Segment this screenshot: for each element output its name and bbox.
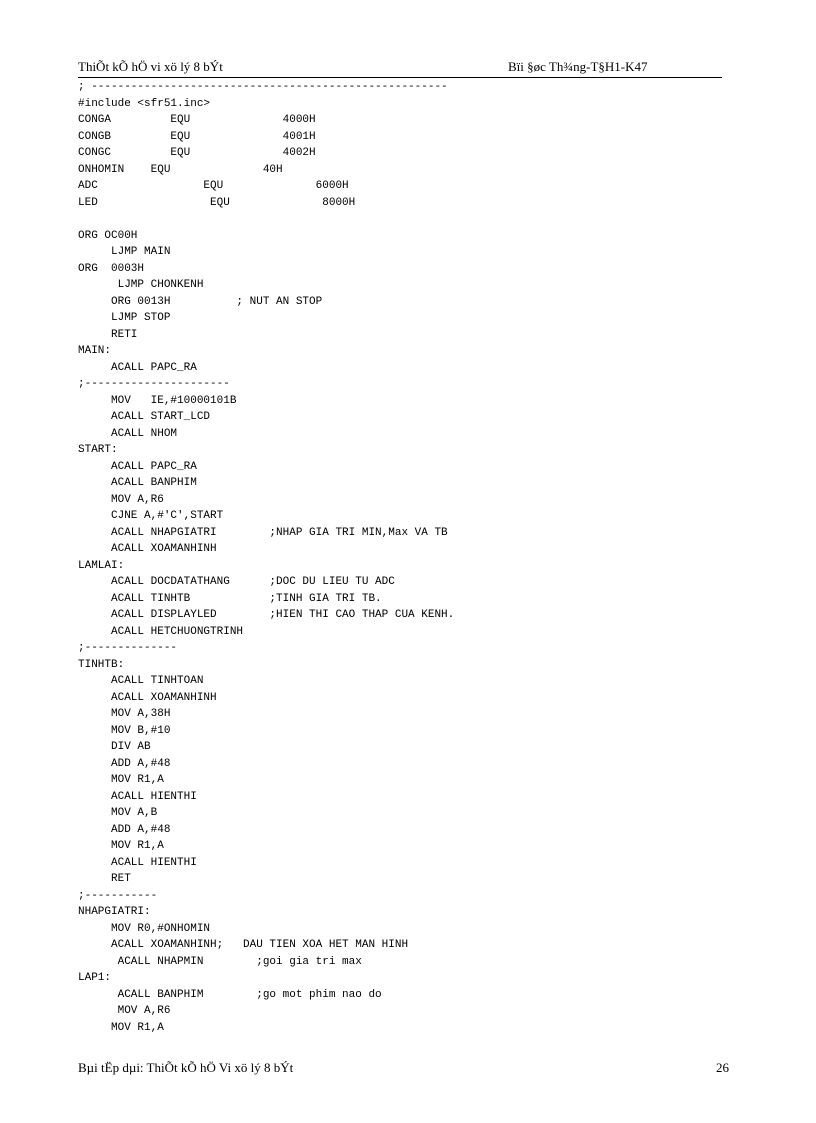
- code-line: #include <sfr51.inc>: [78, 97, 211, 110]
- code-line: ORG 0003H: [78, 262, 145, 275]
- code-line: MOV A,R6: [78, 493, 164, 506]
- code-line: DIV AB: [78, 741, 151, 753]
- page-number: 26: [716, 1060, 729, 1075]
- code-line: TINHTB:: [78, 658, 125, 671]
- code-line: MOV R1,A: [78, 774, 164, 786]
- code-line: LAMLAI:: [78, 559, 125, 572]
- footer-title: Bµi tËp dµi: ThiÕt kÕ hÖ Vi xö lý 8 bÝt: [78, 1060, 294, 1075]
- code-line: MOV IE,#10000101B: [78, 394, 237, 407]
- code-line: LJMP STOP: [78, 312, 171, 324]
- code-line: ACALL XOAMANHINH: [78, 543, 217, 555]
- code-line: ADC EQU 6000H: [78, 180, 349, 192]
- header-rule: [78, 77, 722, 78]
- code-line: ACALL XOAMANHINH; DAU TIEN XOA HET MAN HINH: [78, 939, 409, 951]
- code-line: NHAPGIATRI:: [78, 906, 151, 918]
- code-line: ACALL PAPC_RA: [78, 361, 197, 374]
- code-line: LJMP MAIN: [78, 246, 171, 258]
- code-line: ACALL BANPHIM ;go mot phim nao do: [78, 988, 382, 1001]
- code-line: ADD A,#48: [78, 757, 171, 770]
- code-line: ACALL HIENTHI: [78, 856, 197, 869]
- code-line: MOV R0,#ONHOMIN: [78, 922, 211, 935]
- code-line: ORG 0013H ; NUT AN STOP: [78, 295, 323, 308]
- code-line: ;----------------------: [78, 378, 230, 390]
- code-line: RETI: [78, 328, 138, 341]
- code-line: CJNE A,#'C',START: [78, 510, 224, 522]
- code-line: MOV R1,A: [78, 1021, 164, 1034]
- code-line: LAP1:: [78, 972, 112, 984]
- code-line: ACALL XOAMANHINH: [78, 691, 217, 704]
- code-line: ACALL BANPHIM: [78, 477, 197, 489]
- code-line: CONGC EQU 4002H: [78, 147, 316, 159]
- code-line: LJMP CHONKENH: [78, 279, 204, 291]
- header-author: Bïi §øc Th¾ng-T§H1-K47: [508, 59, 648, 74]
- code-line: ;--------------: [78, 642, 178, 654]
- code-line: CONGB EQU 4001H: [78, 130, 316, 143]
- code-line: ACALL PAPC_RA: [78, 460, 197, 473]
- code-line: ;-----------: [78, 889, 158, 902]
- code-line: ACALL TINHTB ;TINH GIA TRI TB.: [78, 592, 382, 605]
- code-line: LED EQU 8000H: [78, 196, 356, 209]
- code-line: ACALL NHAPGIATRI ;NHAP GIA TRI MIN,Max VA TB: [78, 526, 448, 539]
- code-line: ACALL DISPLAYLED ;HIEN THI CAO THAP CUA KENH.: [78, 609, 455, 621]
- code-line: RET: [78, 873, 131, 885]
- header-title: ThiÕt kÕ hÖ vi xö lý 8 bÝt: [78, 59, 223, 74]
- code-line: ONHOMIN EQU 40H: [78, 163, 283, 176]
- code-line: MOV B,#10: [78, 724, 171, 737]
- code-line: START:: [78, 444, 118, 456]
- code-line: ACALL NHAPMIN ;goi gia tri max: [78, 955, 362, 968]
- code-line: ACALL HETCHUONGTRINH: [78, 625, 244, 638]
- code-line: MAIN:: [78, 345, 112, 357]
- code-line: ACALL DOCDATATHANG ;DOC DU LIEU TU ADC: [78, 576, 395, 588]
- code-line: MOV R1,A: [78, 840, 164, 852]
- code-line: ORG OC00H: [78, 229, 138, 242]
- code-line: CONGA EQU 4000H: [78, 114, 316, 126]
- code-line: ; ------------------------------------------------------: [78, 81, 448, 93]
- code-line: ACALL START_LCD: [78, 411, 211, 423]
- code-line: ACALL NHOM: [78, 427, 178, 440]
- code-line: ACALL HIENTHI: [78, 790, 197, 803]
- code-line: ACALL TINHTOAN: [78, 675, 204, 687]
- code-line: MOV A,B: [78, 807, 158, 819]
- code-line: MOV A,38H: [78, 708, 171, 720]
- code-line: MOV A,R6: [78, 1005, 171, 1017]
- code-line: ADD A,#48: [78, 823, 171, 836]
